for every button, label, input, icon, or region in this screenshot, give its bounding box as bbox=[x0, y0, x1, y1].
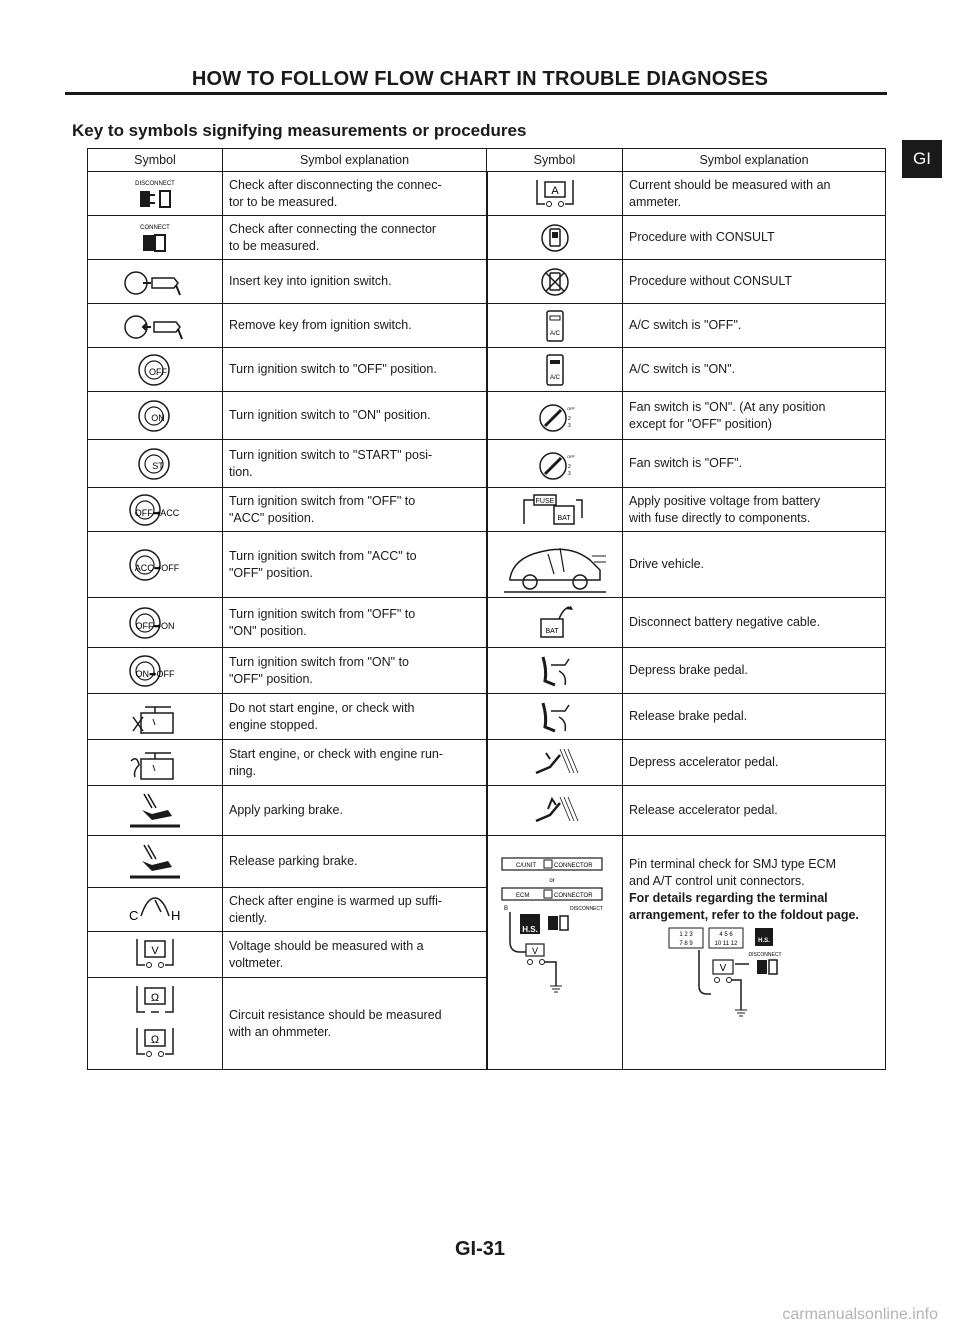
voltmeter-label: V bbox=[151, 944, 159, 957]
pin-terminal-explanation bbox=[623, 836, 886, 1070]
release-accelerator-icon bbox=[487, 786, 623, 836]
pin-check-line-1: Pin terminal check for SMJ type ECM bbox=[629, 857, 837, 871]
hot-label: H bbox=[171, 907, 181, 923]
consult-icon bbox=[487, 216, 623, 260]
pins-right-row1: 4 5 6 bbox=[719, 932, 733, 938]
symbol-explanation: Depress brake pedal. bbox=[623, 648, 886, 694]
table-row bbox=[88, 598, 886, 648]
connector-label: CONNECTOR bbox=[553, 893, 593, 899]
ignition-acc-off-icon bbox=[88, 532, 223, 598]
page-number: GI-31 bbox=[454, 1238, 506, 1260]
symbol-explanation: Procedure with CONSULT bbox=[623, 216, 886, 260]
off-label: OFF bbox=[149, 366, 167, 377]
table-row bbox=[88, 392, 886, 440]
symbol-explanation: Turn ignition switch to "ON" position. bbox=[223, 392, 487, 440]
symbol-column-header: Symbol bbox=[487, 149, 623, 172]
ignition-off-icon bbox=[88, 348, 223, 392]
bat-label: BAT bbox=[545, 627, 559, 635]
symbol-key-table bbox=[87, 148, 886, 1070]
disconnect-connector-icon bbox=[88, 172, 223, 216]
symbol-explanation: Start engine, or check with engine run- ning. bbox=[223, 740, 487, 786]
svg-text:2: 2 bbox=[567, 415, 571, 422]
st-label: ST bbox=[152, 460, 164, 471]
symbol-explanation: Fan switch is "OFF". bbox=[623, 440, 886, 488]
explanation-column-header: Symbol explanation bbox=[623, 149, 886, 172]
drive-vehicle-icon bbox=[487, 532, 623, 598]
table-row bbox=[88, 488, 886, 532]
table-row bbox=[88, 304, 886, 348]
ammeter-icon bbox=[487, 172, 623, 216]
engine-running-icon bbox=[88, 740, 223, 786]
pin-check-bold-2: arrangement, refer to the foldout page. bbox=[629, 908, 859, 922]
symbol-explanation: Apply positive voltage from battery with fuse directly to components. bbox=[623, 488, 886, 532]
table-row bbox=[88, 216, 886, 260]
ammeter-label: A bbox=[551, 184, 559, 197]
symbol-explanation: Remove key from ignition switch. bbox=[223, 304, 487, 348]
bat-label: BAT bbox=[557, 514, 571, 522]
table-row bbox=[88, 172, 886, 216]
insert-key-icon bbox=[88, 260, 223, 304]
b-label: B bbox=[503, 906, 508, 912]
depress-accelerator-icon bbox=[487, 740, 623, 786]
table-header-row bbox=[88, 149, 886, 172]
acc-off-label: ACC➡OFF bbox=[134, 562, 180, 573]
symbol-explanation: Turn ignition switch from "ON" to "OFF" position. bbox=[223, 648, 487, 694]
symbol-explanation: Turn ignition switch from "OFF" to "ACC" position. bbox=[223, 488, 487, 532]
table-row bbox=[88, 694, 886, 740]
watermark: carmanualsonline.info bbox=[782, 1306, 938, 1323]
cold-label: C bbox=[129, 907, 139, 923]
symbol-explanation: Turn ignition switch from "OFF" to "ON" position. bbox=[223, 598, 487, 648]
cunit-label: C/UNIT bbox=[515, 863, 536, 869]
voltmeter-icon bbox=[88, 932, 223, 978]
voltmeter-label: V bbox=[719, 963, 727, 974]
no-consult-icon bbox=[487, 260, 623, 304]
symbol-explanation: Insert key into ignition switch. bbox=[223, 260, 487, 304]
battery-cable-icon bbox=[487, 598, 623, 648]
ohmmeter-icon bbox=[88, 978, 223, 1070]
off-on-label: OFF➡ON bbox=[135, 620, 175, 631]
disconnect-label: DISCONNECT bbox=[748, 952, 782, 958]
table-row bbox=[88, 740, 886, 786]
symbol-explanation: Release accelerator pedal. bbox=[623, 786, 886, 836]
table-row bbox=[88, 532, 886, 598]
apply-parking-brake-icon bbox=[88, 786, 223, 836]
ignition-on-off-icon bbox=[88, 648, 223, 694]
pin-terminal-diagram bbox=[629, 924, 859, 1044]
ohm-label: Ω bbox=[150, 991, 160, 1004]
explanation-column-header: Symbol explanation bbox=[223, 149, 487, 172]
symbol-explanation: Depress accelerator pedal. bbox=[623, 740, 886, 786]
engine-stopped-icon bbox=[88, 694, 223, 740]
fuse-label: FUSE bbox=[535, 497, 555, 505]
symbol-explanation: Fan switch is "ON". (At any position except for "OFF" position) bbox=[623, 392, 886, 440]
fan-switch-on-icon bbox=[487, 392, 623, 440]
ac-label: A/C bbox=[549, 374, 560, 381]
ac-switch-off-icon bbox=[487, 304, 623, 348]
section-tab[interactable]: GI bbox=[902, 140, 942, 178]
svg-text:3: 3 bbox=[567, 422, 571, 429]
symbol-explanation: Check after connecting the connector to be measured. bbox=[223, 216, 487, 260]
connector-label: CONNECTOR bbox=[553, 863, 593, 869]
release-brake-icon bbox=[487, 694, 623, 740]
pins-left-row1: 1 2 3 bbox=[679, 932, 693, 938]
section-heading: Key to symbols signifying measurements or procedures bbox=[72, 121, 527, 140]
remove-key-icon bbox=[88, 304, 223, 348]
page-title: HOW TO FOLLOW FLOW CHART IN TROUBLE DIAGNOSES bbox=[191, 68, 769, 90]
fan-switch-off-icon bbox=[487, 440, 623, 488]
svg-text:3: 3 bbox=[567, 470, 571, 477]
ignition-off-on-icon bbox=[88, 598, 223, 648]
svg-text:2: 2 bbox=[567, 463, 571, 470]
symbol-explanation: Circuit resistance should be measured with an ohmmeter. bbox=[223, 978, 487, 1070]
hs-label: H.S. bbox=[521, 925, 538, 934]
symbol-explanation: Release brake pedal. bbox=[623, 694, 886, 740]
symbol-explanation: A/C switch is "ON". bbox=[623, 348, 886, 392]
voltmeter-label: V bbox=[531, 946, 538, 956]
table-row bbox=[88, 260, 886, 304]
pins-left-row2: 7 8 9 bbox=[679, 941, 693, 947]
title-rule bbox=[65, 92, 887, 95]
fan-off-label: OFF bbox=[566, 405, 575, 411]
symbol-explanation: Check after engine is warmed up suffi- ciently. bbox=[223, 888, 487, 932]
fuse-battery-icon bbox=[487, 488, 623, 532]
symbol-explanation: Drive vehicle. bbox=[623, 532, 886, 598]
ohm-label: Ω bbox=[150, 1033, 160, 1046]
ac-label: A/C bbox=[549, 330, 560, 337]
connect-label: CONNECT bbox=[140, 224, 170, 231]
symbol-explanation: Voltage should be measured with a voltmeter. bbox=[223, 932, 487, 978]
disconnect-label: DISCONNECT bbox=[569, 906, 603, 912]
symbol-column-header: Symbol bbox=[88, 149, 223, 172]
symbol-explanation: Turn ignition switch from "ACC" to "OFF" position. bbox=[223, 532, 487, 598]
symbol-explanation: Disconnect battery negative cable. bbox=[623, 598, 886, 648]
depress-brake-icon bbox=[487, 648, 623, 694]
release-parking-brake-icon bbox=[88, 836, 223, 888]
pin-check-bold-1: For details regarding the terminal bbox=[629, 891, 828, 905]
connect-connector-icon bbox=[88, 216, 223, 260]
symbol-explanation: Release parking brake. bbox=[223, 836, 487, 888]
symbol-explanation: Current should be measured with an ammeter. bbox=[623, 172, 886, 216]
symbol-explanation: Do not start engine, or check with engine stopped. bbox=[223, 694, 487, 740]
disconnect-label: DISCONNECT bbox=[135, 180, 175, 187]
ac-switch-on-icon bbox=[487, 348, 623, 392]
table-row bbox=[88, 348, 886, 392]
symbol-explanation: Procedure without CONSULT bbox=[623, 260, 886, 304]
symbol-explanation: Check after disconnecting the connec- tor to be measured. bbox=[223, 172, 487, 216]
fan-off-label: OFF bbox=[566, 453, 575, 459]
table-row bbox=[88, 440, 886, 488]
pin-check-line-2: and A/T control unit connectors. bbox=[629, 874, 805, 888]
table-row bbox=[88, 836, 886, 888]
ignition-off-acc-icon bbox=[88, 488, 223, 532]
or-label: or bbox=[549, 878, 555, 884]
ignition-start-icon bbox=[88, 440, 223, 488]
pin-terminal-check-icon bbox=[487, 836, 623, 1070]
engine-warm-icon bbox=[88, 888, 223, 932]
off-acc-label: OFF➡ACC bbox=[134, 507, 180, 518]
symbol-explanation: Turn ignition switch to "START" posi- tion. bbox=[223, 440, 487, 488]
on-off-label: ON➡OFF bbox=[135, 668, 175, 679]
table-row bbox=[88, 786, 886, 836]
symbol-explanation: Turn ignition switch to "OFF" position. bbox=[223, 348, 487, 392]
symbol-explanation: A/C switch is "OFF". bbox=[623, 304, 886, 348]
table-row bbox=[88, 648, 886, 694]
ignition-on-icon bbox=[88, 392, 223, 440]
on-label: ON bbox=[151, 412, 165, 423]
symbol-explanation: Apply parking brake. bbox=[223, 786, 487, 836]
pins-right-row2: 10 11 12 bbox=[714, 941, 738, 947]
hs-label: H.S. bbox=[758, 938, 770, 944]
ecm-label: ECM bbox=[515, 893, 530, 899]
